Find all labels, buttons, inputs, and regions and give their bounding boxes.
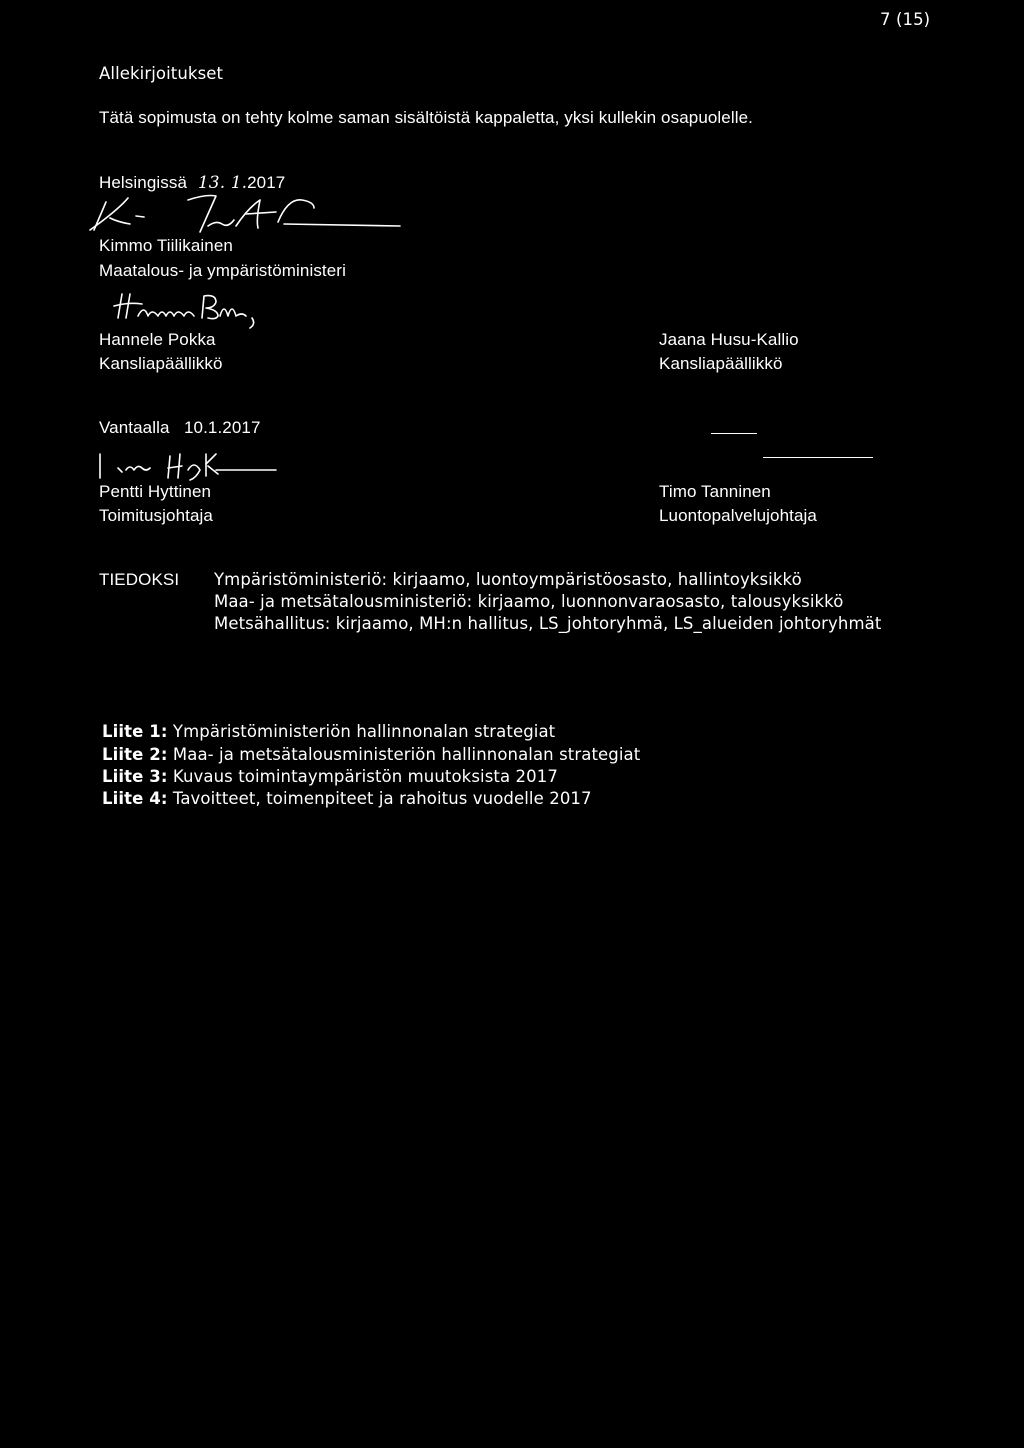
signature-line-husu-kallio bbox=[711, 433, 757, 434]
signer-husu-kallio-title: Kansliapäällikkö bbox=[659, 354, 783, 373]
place-label: Helsingissä bbox=[99, 173, 188, 192]
distribution-line: Metsähallitus: kirjaamo, MH:n hallitus, LS_johtoryhmä, LS_alueiden johtoryhmät bbox=[214, 614, 882, 633]
attachment-text: Maa- ja metsätalousministeriön hallinnonalan strategiat bbox=[172, 745, 641, 764]
attachment-label: Liite 1: bbox=[102, 722, 168, 741]
attachment-item bbox=[102, 722, 555, 742]
attachment-text: Ympäristöministeriön hallinnonalan strategiat bbox=[172, 722, 556, 741]
year: 2017 bbox=[247, 173, 286, 192]
signer-pokka-title: Kansliapäällikkö bbox=[99, 354, 223, 373]
signer-husu-kallio-name: Jaana Husu-Kallio bbox=[659, 330, 799, 349]
signature-line-tanninen bbox=[763, 457, 873, 458]
signer-tiilikainen-name: Kimmo Tiilikainen bbox=[99, 236, 233, 255]
handwritten-date: 13. 1. bbox=[197, 173, 248, 193]
attachment-label: Liite 4: bbox=[102, 789, 168, 808]
signer-tiilikainen-title: Maatalous- ja ympäristöministeri bbox=[99, 261, 346, 280]
signer-tanninen-title: Luontopalvelujohtaja bbox=[659, 506, 817, 525]
attachment-label: Liite 3: bbox=[102, 767, 168, 786]
page-number: 7 (15) bbox=[880, 10, 931, 29]
attachment-item bbox=[102, 789, 592, 809]
distribution-line: Ympäristöministeriö: kirjaamo, luontoympäristöosasto, hallintoyksikkö bbox=[214, 570, 802, 589]
signer-pokka-name: Hannele Pokka bbox=[99, 330, 216, 349]
intro-text: Tätä sopimusta on tehty kolme saman sisältöistä kappaletta, yksi kullekin osapuolelle. bbox=[99, 108, 753, 127]
signer-hyttinen-name: Pentti Hyttinen bbox=[99, 482, 212, 501]
signature-pokka bbox=[112, 288, 272, 332]
attachment-text: Tavoitteet, toimenpiteet ja rahoitus vuodelle 2017 bbox=[172, 789, 592, 808]
distribution-label: TIEDOKSI bbox=[99, 570, 180, 589]
distribution-line: Maa- ja metsätalousministeriö: kirjaamo, luonnonvaraosasto, talousyksikkö bbox=[214, 592, 844, 611]
attachment-label: Liite 2: bbox=[102, 745, 168, 764]
attachment-text: Kuvaus toimintaympäristön muutoksista 2017 bbox=[172, 767, 558, 786]
signature-hyttinen bbox=[96, 448, 286, 484]
signature-tiilikainen bbox=[88, 190, 408, 240]
signer-hyttinen-title: Toimitusjohtaja bbox=[99, 506, 213, 525]
section-title: Allekirjoitukset bbox=[99, 64, 224, 83]
vantaa-place-date: Vantaalla 10.1.2017 bbox=[99, 418, 261, 437]
signer-tanninen-name: Timo Tanninen bbox=[659, 482, 771, 501]
attachment-item bbox=[102, 745, 640, 765]
attachment-item bbox=[102, 767, 558, 787]
